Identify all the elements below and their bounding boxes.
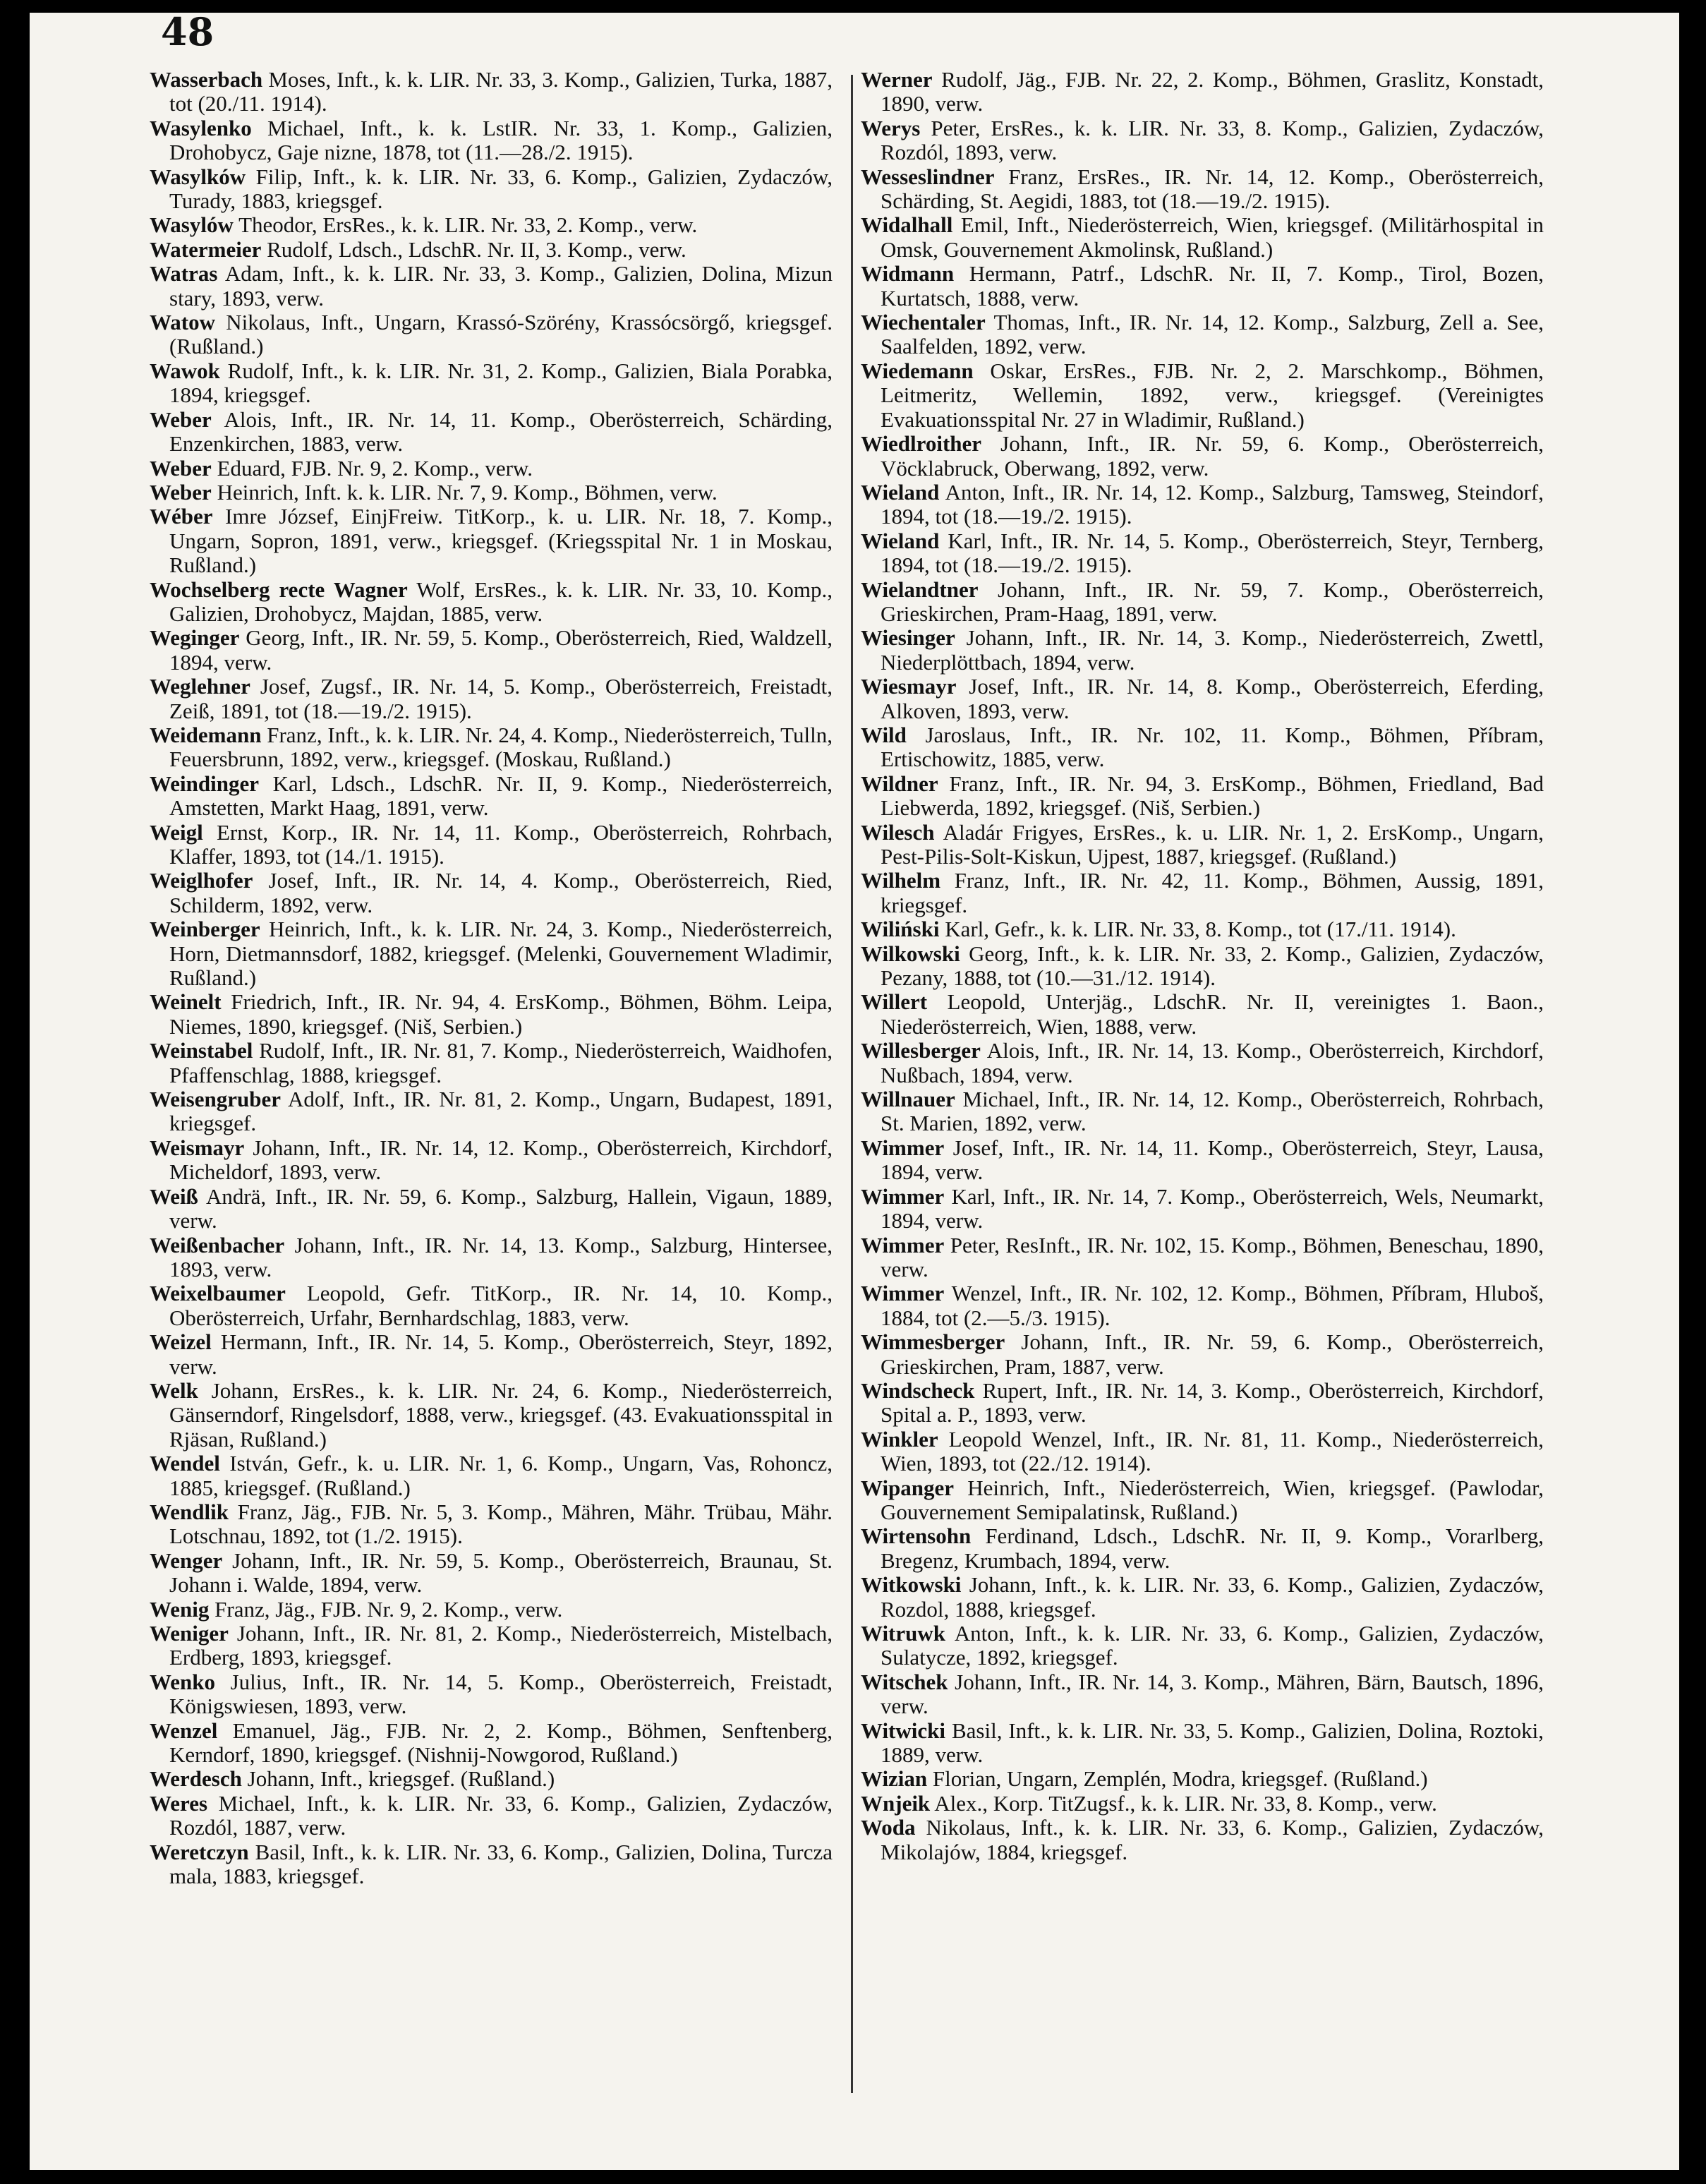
list-entry (861, 917, 1544, 941)
entry-surname: Weißenbacher (150, 1232, 285, 1257)
entry-surname: Wenger (150, 1547, 223, 1573)
entry-surname: Weber (150, 479, 212, 505)
list-entry (150, 238, 833, 262)
entry-surname: Wasylów (150, 212, 234, 238)
entry-surname: Weiß (150, 1183, 198, 1209)
list-entry (150, 1767, 833, 1791)
entry-surname: Werdesch (150, 1766, 242, 1792)
entry-surname: Wizian (861, 1766, 928, 1792)
list-entry (861, 1476, 1544, 1525)
entry-details: Adolf, Inft., IR. Nr. 81, 2. Komp., Ungarn, Budapest, 1891, kriegsgef. (169, 1087, 833, 1136)
list-entry (861, 481, 1544, 529)
entry-surname: Werys (861, 115, 921, 140)
entry-details: Moses, Inft., k. k. LIR. Nr. 33, 3. Komp., Galizien, Turka, 1887, tot (20./11. 1914). (169, 67, 833, 116)
entry-surname: Wasserbach (150, 67, 263, 92)
list-entry (150, 262, 833, 310)
entry-details: Jaroslaus, Inft., IR. Nr. 102, 11. Komp., Böhmen, Příbram, Ertischowitz, 1885, verw. (881, 722, 1544, 772)
list-entry (150, 1719, 833, 1768)
entry-details: Michael, Inft., k. k. LIR. Nr. 33, 6. Komp., Galizien, Zydaczów, Rozdól, 1887, verw. (169, 1790, 833, 1840)
entry-details: Hermann, Patrf., LdschR. Nr. II, 7. Komp., Tirol, Bozen, Kurtatsch, 1888, verw. (881, 261, 1544, 310)
entry-surname: Widalhall (861, 212, 953, 238)
list-entry (150, 578, 833, 627)
entry-surname: Weres (150, 1790, 208, 1816)
entry-surname: Wimmer (861, 1281, 945, 1306)
entry-details: Adam, Inft., k. k. LIR. Nr. 33, 3. Komp., Galizien, Dolina, Mizun stary, 1893, verw. (169, 261, 833, 310)
entry-surname: Widmann (861, 261, 955, 286)
list-entry (150, 990, 833, 1039)
list-entry (861, 432, 1544, 481)
entry-details: Thomas, Inft., IR. Nr. 14, 12. Komp., Salzburg, Zell a. See, Saalfelden, 1892, verw. (881, 310, 1544, 359)
entry-surname: Witschek (861, 1669, 948, 1694)
list-entry (150, 408, 833, 457)
entry-details: Basil, Inft., k. k. LIR. Nr. 33, 5. Komp., Galizien, Dolina, Roztoki, 1889, verw. (881, 1718, 1544, 1768)
entry-details: Heinrich, Inft. k. k. LIR. Nr. 7, 9. Komp., Böhmen, verw. (217, 479, 718, 505)
entry-surname: Weidemann (150, 722, 262, 747)
list-entry (861, 359, 1544, 432)
entry-details: Karl, Ldsch., LdschR. Nr. II, 9. Komp., Niederösterreich, Amstetten, Markt Haag, 1891, verw. (169, 771, 833, 821)
entry-details: Ferdinand, Ldsch., LdschR. Nr. II, 9. Komp., Vorarlberg, Bregenz, Krumbach, 1894, verw. (881, 1524, 1544, 1573)
entry-details: Michael, Inft., IR. Nr. 14, 12. Komp., Oberösterreich, Rohrbach, St. Marien, 1892, verw. (881, 1087, 1544, 1136)
entry-details: Johann, Inft., IR. Nr. 14, 13. Komp., Salzburg, Hintersee, 1893, verw. (169, 1232, 833, 1281)
entry-details: Oskar, ErsRes., FJB. Nr. 2, 2. Marschkomp., Böhmen, Leitmeritz, Wellemin, 1892, verw., kriegsgef. (Vereinigtes Evakuationsspital Nr. 27 in Wladimir, Rußland.) (881, 358, 1544, 432)
entry-surname: Weinberger (150, 917, 260, 942)
entry-surname: Weisengruber (150, 1087, 281, 1112)
entry-surname: Wilesch (861, 819, 935, 845)
list-entry (861, 310, 1544, 359)
entry-surname: Wipanger (861, 1475, 955, 1500)
entry-surname: Willesberger (861, 1038, 981, 1063)
list-entry (150, 1087, 833, 1136)
entry-surname: Wochselberg recte Wagner (150, 577, 408, 602)
list-entry (150, 1792, 833, 1840)
list-entry (861, 1719, 1544, 1768)
entry-surname: Wimmer (861, 1232, 945, 1257)
entry-surname: Weber (150, 406, 212, 432)
entry-details: Basil, Inft., k. k. LIR. Nr. 33, 6. Komp., Galizien, Dolina, Turcza mala, 1883, kriegsgef. (169, 1839, 833, 1889)
list-entry (861, 990, 1544, 1039)
entry-details: Johann, Inft., IR. Nr. 14, 12. Komp., Oberösterreich, Kirchdorf, Micheldorf, 1893, verw. (169, 1135, 833, 1185)
entry-surname: Wendel (150, 1451, 220, 1476)
list-entry (861, 1816, 1544, 1864)
list-entry (861, 1039, 1544, 1087)
entry-details: Hermann, Inft., IR. Nr. 14, 5. Komp., Oberösterreich, Steyr, 1892, verw. (169, 1329, 833, 1379)
entry-details: Johann, Inft., IR. Nr. 81, 2. Komp., Niederösterreich, Mistelbach, Erdberg, 1893, kriegsgef. (169, 1621, 833, 1670)
entry-surname: Wiedlroither (861, 431, 982, 457)
entry-details: Karl, Inft., IR. Nr. 14, 5. Komp., Oberösterreich, Steyr, Ternberg, 1894, tot (18.—19./2. 1915). (881, 528, 1544, 578)
entry-surname: Wiedemann (861, 358, 974, 383)
list-entry (150, 505, 833, 577)
list-entry (861, 116, 1544, 165)
list-entry (150, 1379, 833, 1452)
entry-surname: Wendlik (150, 1499, 229, 1524)
entry-surname: Weniger (150, 1621, 229, 1646)
list-entry (150, 1281, 833, 1330)
entry-details: Georg, Inft., IR. Nr. 59, 5. Komp., Oberösterreich, Ried, Waldzell, 1894, verw. (169, 625, 833, 675)
entry-surname: Wasylenko (150, 115, 252, 140)
entry-details: Josef, Inft., IR. Nr. 14, 8. Komp., Oberösterreich, Eferding, Alkoven, 1893, verw. (881, 674, 1544, 723)
entry-details: Heinrich, Inft., k. k. LIR. Nr. 24, 3. Komp., Niederösterreich, Horn, Dietmannsdorf, 1882, kriegsgef. (Melenki, Gouvernement Wladimir, Rußland.) (169, 917, 833, 991)
entry-surname: Watermeier (150, 236, 262, 262)
list-entry (861, 772, 1544, 821)
entry-surname: Weigl (150, 819, 203, 845)
entry-details: Emil, Inft., Niederösterreich, Wien, kriegsgef. (Militärhospital in Omsk, Gouvernement Akmolinsk, Rußland.) (881, 212, 1544, 262)
entry-details: Wenzel, Inft., IR. Nr. 102, 12. Komp., Böhmen, Příbram, Hluboš, 1884, tot (2.—5./3. 1915). (881, 1281, 1544, 1330)
entry-surname: Windscheck (861, 1377, 975, 1403)
list-entry (861, 942, 1544, 991)
entry-surname: Weismayr (150, 1135, 245, 1160)
entry-details: Johann, Inft., IR. Nr. 59, 6. Komp., Oberösterreich, Vöcklabruck, Oberwang, 1892, verw. (881, 431, 1544, 481)
entry-details: Peter, ResInft., IR. Nr. 102, 15. Komp., Böhmen, Beneschau, 1890, verw. (881, 1232, 1544, 1281)
list-entry (861, 213, 1544, 262)
entry-surname: Welk (150, 1377, 198, 1403)
left-column (150, 68, 833, 1888)
entry-details: Leopold Wenzel, Inft., IR. Nr. 81, 11. Komp., Niederösterreich, Wien, 1893, tot (22./12. 1914). (881, 1426, 1544, 1476)
entry-details: Florian, Ungarn, Zemplén, Modra, kriegsgef. (Rußland.) (932, 1766, 1428, 1792)
entry-details: Johann, Inft., IR. Nr. 59, 7. Komp., Oberösterreich, Grieskirchen, Pram-Haag, 1891, verw. (881, 577, 1544, 626)
entry-details: Julius, Inft., IR. Nr. 14, 5. Komp., Oberösterreich, Freistadt, Königswiesen, 1893, verw. (169, 1669, 833, 1719)
entry-details: Franz, Jäg., FJB. Nr. 5, 3. Komp., Mähren, Mähr. Trübau, Mähr. Lotschnau, 1892, tot (1./2. 1915). (169, 1499, 833, 1549)
entry-surname: Wenko (150, 1669, 216, 1694)
list-entry (861, 1185, 1544, 1233)
entry-surname: Winkler (861, 1426, 938, 1452)
list-entry (150, 457, 833, 481)
list-entry (150, 310, 833, 359)
list-entry (861, 1428, 1544, 1476)
list-entry (150, 1500, 833, 1549)
entry-details: Theodor, ErsRes., k. k. LIR. Nr. 33, 2. Komp., verw. (238, 212, 698, 238)
entry-surname: Weber (150, 455, 212, 481)
entry-details: Wolf, ErsRes., k. k. LIR. Nr. 33, 10. Komp., Galizien, Drohobycz, Majdan, 1885, verw. (169, 577, 833, 626)
list-entry (150, 1622, 833, 1670)
entry-details: Rudolf, Inft., IR. Nr. 81, 7. Komp., Niederösterreich, Waidhofen, Pfaffenschlag, 1888, kriegsgef. (169, 1038, 833, 1087)
list-entry (861, 1573, 1544, 1622)
entry-details: Filip, Inft., k. k. LIR. Nr. 33, 6. Komp., Galizien, Zydaczów, Turady, 1883, kriegsgef. (169, 164, 833, 214)
entry-surname: Wilhelm (861, 868, 941, 893)
entry-surname: Wasylków (150, 164, 246, 189)
entry-surname: Wieland (861, 528, 940, 553)
list-entry (861, 626, 1544, 675)
entry-details: Michael, Inft., k. k. LstIR. Nr. 33, 1. Komp., Galizien, Drohobycz, Gaje nizne, 1878, tot (11.—28./2. 1915). (169, 115, 833, 165)
list-entry (861, 1767, 1544, 1791)
list-entry (150, 1670, 833, 1719)
list-entry (861, 1379, 1544, 1428)
list-entry (150, 1598, 833, 1622)
entry-details: Alois, Inft., IR. Nr. 14, 11. Komp., Oberösterreich, Schärding, Enzenkirchen, 1883, verw. (169, 406, 833, 457)
entry-surname: Wenig (150, 1596, 210, 1622)
entry-surname: Willnauer (861, 1087, 955, 1112)
list-entry (861, 1330, 1544, 1379)
page (30, 13, 1679, 2170)
entry-surname: Wildner (861, 771, 938, 796)
list-entry (861, 1622, 1544, 1670)
entry-details: Karl, Inft., IR. Nr. 14, 7. Komp., Oberösterreich, Wels, Neumarkt, 1894, verw. (881, 1183, 1544, 1233)
entry-surname: Weinelt (150, 989, 222, 1015)
entry-surname: Wimmer (861, 1135, 945, 1160)
entry-details: Josef, Zugsf., IR. Nr. 14, 5. Komp., Oberösterreich, Freistadt, Zeiß, 1891, tot (18.—19./2. 1915). (169, 674, 833, 723)
entry-surname: Watow (150, 310, 215, 335)
entry-details: Johann, Inft., IR. Nr. 14, 3. Komp., Niederösterreich, Zwettl, Niederplöttbach, 1894, verw. (881, 625, 1544, 675)
list-entry (150, 116, 833, 165)
entry-surname: Wenzel (150, 1718, 218, 1743)
list-entry (861, 1281, 1544, 1330)
entry-details: Heinrich, Inft., Niederösterreich, Wien, kriegsgef. (Pawlodar, Gouvernement Semipalatinsk, Rußland.) (881, 1475, 1544, 1524)
entry-details: Aladár Frigyes, ErsRes., k. u. LIR. Nr. 1, 2. ErsKomp., Ungarn, Pest-Pilis-Solt-Kiskun, Ujpest, 1887, kriegsgef. (Rußland.) (881, 819, 1544, 869)
list-entry (861, 675, 1544, 723)
column-divider (851, 75, 853, 2093)
list-entry (861, 165, 1544, 214)
entry-details: Franz, Inft., IR. Nr. 42, 11. Komp., Böhmen, Aussig, 1891, kriegsgef. (881, 868, 1544, 917)
entry-surname: Wielandtner (861, 577, 979, 602)
entry-details: Rudolf, Ldsch., LdschR. Nr. II, 3. Komp., verw. (267, 236, 686, 262)
entry-details: Franz, Inft., k. k. LIR. Nr. 24, 4. Komp., Niederösterreich, Tulln, Feuersbrunn, 1892, verw., kriegsgef. (Moskau, Rußland.) (169, 722, 833, 772)
list-entry (150, 213, 833, 237)
entry-surname: Weizel (150, 1329, 212, 1355)
list-entry (861, 1233, 1544, 1282)
entry-details: Johann, Inft., kriegsgef. (Rußland.) (247, 1766, 555, 1792)
entry-details: Franz, Inft., IR. Nr. 94, 3. ErsKomp., Böhmen, Friedland, Bad Liebwerda, 1892, kriegsgef. (Niš, Serbien.) (881, 771, 1544, 821)
list-entry (861, 1792, 1544, 1816)
entry-details: Franz, Jäg., FJB. Nr. 9, 2. Komp., verw. (214, 1596, 563, 1622)
entry-surname: Weindinger (150, 771, 260, 796)
entry-details: Johann, Inft., IR. Nr. 59, 5. Komp., Oberösterreich, Braunau, St. Johann i. Walde, 1894, verw. (169, 1547, 833, 1598)
entry-details: Alois, Inft., IR. Nr. 14, 13. Komp., Oberösterreich, Kirchdorf, Nußbach, 1894, verw. (881, 1038, 1544, 1087)
entry-surname: Witwicki (861, 1718, 945, 1743)
entry-details: Johann, Inft., IR. Nr. 14, 3. Komp., Mähren, Bärn, Bautsch, 1896, verw. (881, 1669, 1544, 1719)
entry-details: Johann, Inft., IR. Nr. 59, 6. Komp., Oberösterreich, Grieskirchen, Pram, 1887, verw. (881, 1329, 1544, 1379)
list-entry (861, 262, 1544, 310)
entry-details: Georg, Inft., k. k. LIR. Nr. 33, 2. Komp., Galizien, Zydaczów, Pezany, 1888, tot (10.—31./12. 1914). (881, 941, 1544, 991)
entry-surname: Weiglhofer (150, 868, 253, 893)
entry-details: Andrä, Inft., IR. Nr. 59, 6. Komp., Salzburg, Hallein, Vigaun, 1889, verw. (169, 1183, 833, 1233)
entry-details: Anton, Inft., k. k. LIR. Nr. 33, 6. Komp., Galizien, Zydaczów, Sulatycze, 1892, kriegsgef. (881, 1621, 1544, 1670)
list-entry (150, 723, 833, 772)
entry-surname: Werner (861, 67, 933, 92)
entry-details: Friedrich, Inft., IR. Nr. 94, 4. ErsKomp., Böhmen, Böhm. Leipa, Niemes, 1890, kriegsgef. (Niš, Serbien.) (169, 989, 833, 1039)
list-entry (861, 1136, 1544, 1185)
list-entry (150, 626, 833, 675)
entry-details: Johann, ErsRes., k. k. LIR. Nr. 24, 6. Komp., Niederösterreich, Gänserndorf, Ringelsdorf, 1888, verw., kriegsgef. (43. Evakuationsspital in Rjäsan, Rußland.) (169, 1377, 833, 1452)
list-entry (861, 529, 1544, 578)
list-entry (861, 821, 1544, 869)
entry-details: István, Gefr., k. u. LIR. Nr. 1, 6. Komp., Ungarn, Vas, Rohoncz, 1885, kriegsgef. (Rußland.) (169, 1451, 833, 1500)
entry-surname: Willert (861, 989, 928, 1015)
entry-surname: Weginger (150, 625, 240, 651)
list-entry (861, 1670, 1544, 1719)
entry-details: Nikolaus, Inft., k. k. LIR. Nr. 33, 6. Komp., Galizien, Zydaczów, Mikolajów, 1884, kriegsgef. (881, 1815, 1544, 1864)
list-entry (150, 869, 833, 917)
entry-surname: Wéber (150, 504, 213, 529)
right-column (861, 68, 1544, 1864)
entry-details: Emanuel, Jäg., FJB. Nr. 2, 2. Komp., Böhmen, Senftenberg, Kerndorf, 1890, kriegsgef. (Nishnij-Nowgorod, Rußland.) (169, 1718, 833, 1768)
entry-details: Josef, Inft., IR. Nr. 14, 11. Komp., Oberösterreich, Steyr, Lausa, 1894, verw. (881, 1135, 1544, 1185)
entry-surname: Wnjeik (861, 1790, 931, 1816)
entry-details: Anton, Inft., IR. Nr. 14, 12. Komp., Salzburg, Tamsweg, Steindorf, 1894, tot (18.—19./2. 1915). (881, 479, 1544, 529)
entry-details: Eduard, FJB. Nr. 9, 2. Komp., verw. (217, 455, 533, 481)
list-entry (150, 772, 833, 821)
list-entry (150, 1233, 833, 1282)
entry-surname: Witkowski (861, 1572, 962, 1598)
list-entry (150, 68, 833, 116)
entry-surname: Wiesinger (861, 625, 955, 651)
entry-surname: Wesseslindner (861, 164, 995, 189)
list-entry (150, 1452, 833, 1500)
list-entry (150, 1039, 833, 1087)
list-entry (150, 1330, 833, 1379)
entry-surname: Weinstabel (150, 1038, 253, 1063)
entry-surname: Wiesmayr (861, 674, 957, 699)
list-entry (150, 821, 833, 869)
list-entry (150, 917, 833, 990)
entry-surname: Wiliński (861, 917, 940, 942)
list-entry (861, 578, 1544, 627)
entry-surname: Weretczyn (150, 1839, 249, 1864)
entry-details: Rudolf, Inft., k. k. LIR. Nr. 31, 2. Komp., Galizien, Biala Porabka, 1894, kriegsgef. (169, 358, 833, 408)
list-entry (861, 869, 1544, 917)
entry-details: Rupert, Inft., IR. Nr. 14, 3. Komp., Oberösterreich, Kirchdorf, Spital a. P., 1893, verw. (881, 1377, 1544, 1428)
entry-surname: Witruwk (861, 1621, 946, 1646)
entry-surname: Watras (150, 261, 218, 286)
list-entry (150, 1840, 833, 1889)
entry-details: Franz, ErsRes., IR. Nr. 14, 12. Komp., Oberösterreich, Schärding, St. Aegidi, 1883, tot (18.—19./2. 1915). (881, 164, 1544, 214)
entry-surname: Weglehner (150, 674, 250, 699)
list-entry (150, 675, 833, 723)
list-entry (861, 723, 1544, 772)
entry-surname: Wild (861, 722, 907, 747)
entry-details: Leopold, Gefr. TitKorp., IR. Nr. 14, 10. Komp., Oberösterreich, Urfahr, Bernhardschlag, 1883, verw. (169, 1281, 833, 1330)
entry-details: Imre József, EinjFreiw. TitKorp., k. u. LIR. Nr. 18, 7. Komp., Ungarn, Sopron, 1891, verw., kriegsgef. (Kriegsspital Nr. 1 in Moskau, Rußland.) (169, 504, 833, 578)
entry-surname: Weixelbaumer (150, 1281, 286, 1306)
entry-details: Karl, Gefr., k. k. LIR. Nr. 33, 8. Komp., tot (17./11. 1914). (945, 917, 1456, 942)
list-entry (150, 165, 833, 214)
entry-details: Ernst, Korp., IR. Nr. 14, 11. Komp., Oberösterreich, Rohrbach, Klaffer, 1893, tot (14./1. 1915). (169, 819, 833, 869)
list-entry (861, 1524, 1544, 1573)
entry-surname: Woda (861, 1815, 916, 1840)
entry-details: Johann, Inft., k. k. LIR. Nr. 33, 6. Komp., Galizien, Zydaczów, Rozdol, 1888, kriegsgef. (881, 1572, 1544, 1622)
list-entry (150, 1136, 833, 1185)
entry-surname: Wimmesberger (861, 1329, 1005, 1355)
entry-details: Leopold, Unterjäg., LdschR. Nr. II, vereinigtes 1. Baon., Niederösterreich, Wien, 1888, verw. (881, 989, 1544, 1039)
entry-surname: Wiechentaler (861, 310, 986, 335)
entry-details: Nikolaus, Inft., Ungarn, Krassó-Szörény, Krassócsörgő, kriegsgef. (Rußland.) (169, 310, 833, 359)
entry-details: Rudolf, Jäg., FJB. Nr. 22, 2. Komp., Böhmen, Graslitz, Konstadt, 1890, verw. (881, 67, 1544, 116)
entry-surname: Wimmer (861, 1183, 945, 1209)
list-entry (150, 1549, 833, 1598)
list-entry (861, 68, 1544, 116)
list-entry (861, 1087, 1544, 1136)
entry-details: Alex., Korp. TitZugsf., k. k. LIR. Nr. 33, 8. Komp., verw. (934, 1790, 1437, 1816)
list-entry (150, 481, 833, 505)
list-entry (150, 1185, 833, 1233)
page-number: 48 (161, 13, 214, 47)
entry-surname: Wirtensohn (861, 1524, 972, 1549)
entry-details: Josef, Inft., IR. Nr. 14, 4. Komp., Oberösterreich, Ried, Schilderm, 1892, verw. (169, 868, 833, 917)
entry-details: Peter, ErsRes., k. k. LIR. Nr. 33, 8. Komp., Galizien, Zydaczów, Rozdól, 1893, verw. (881, 115, 1544, 165)
entry-surname: Wilkowski (861, 941, 960, 966)
list-entry (150, 359, 833, 408)
entry-surname: Wawok (150, 358, 220, 383)
entry-surname: Wieland (861, 479, 940, 505)
